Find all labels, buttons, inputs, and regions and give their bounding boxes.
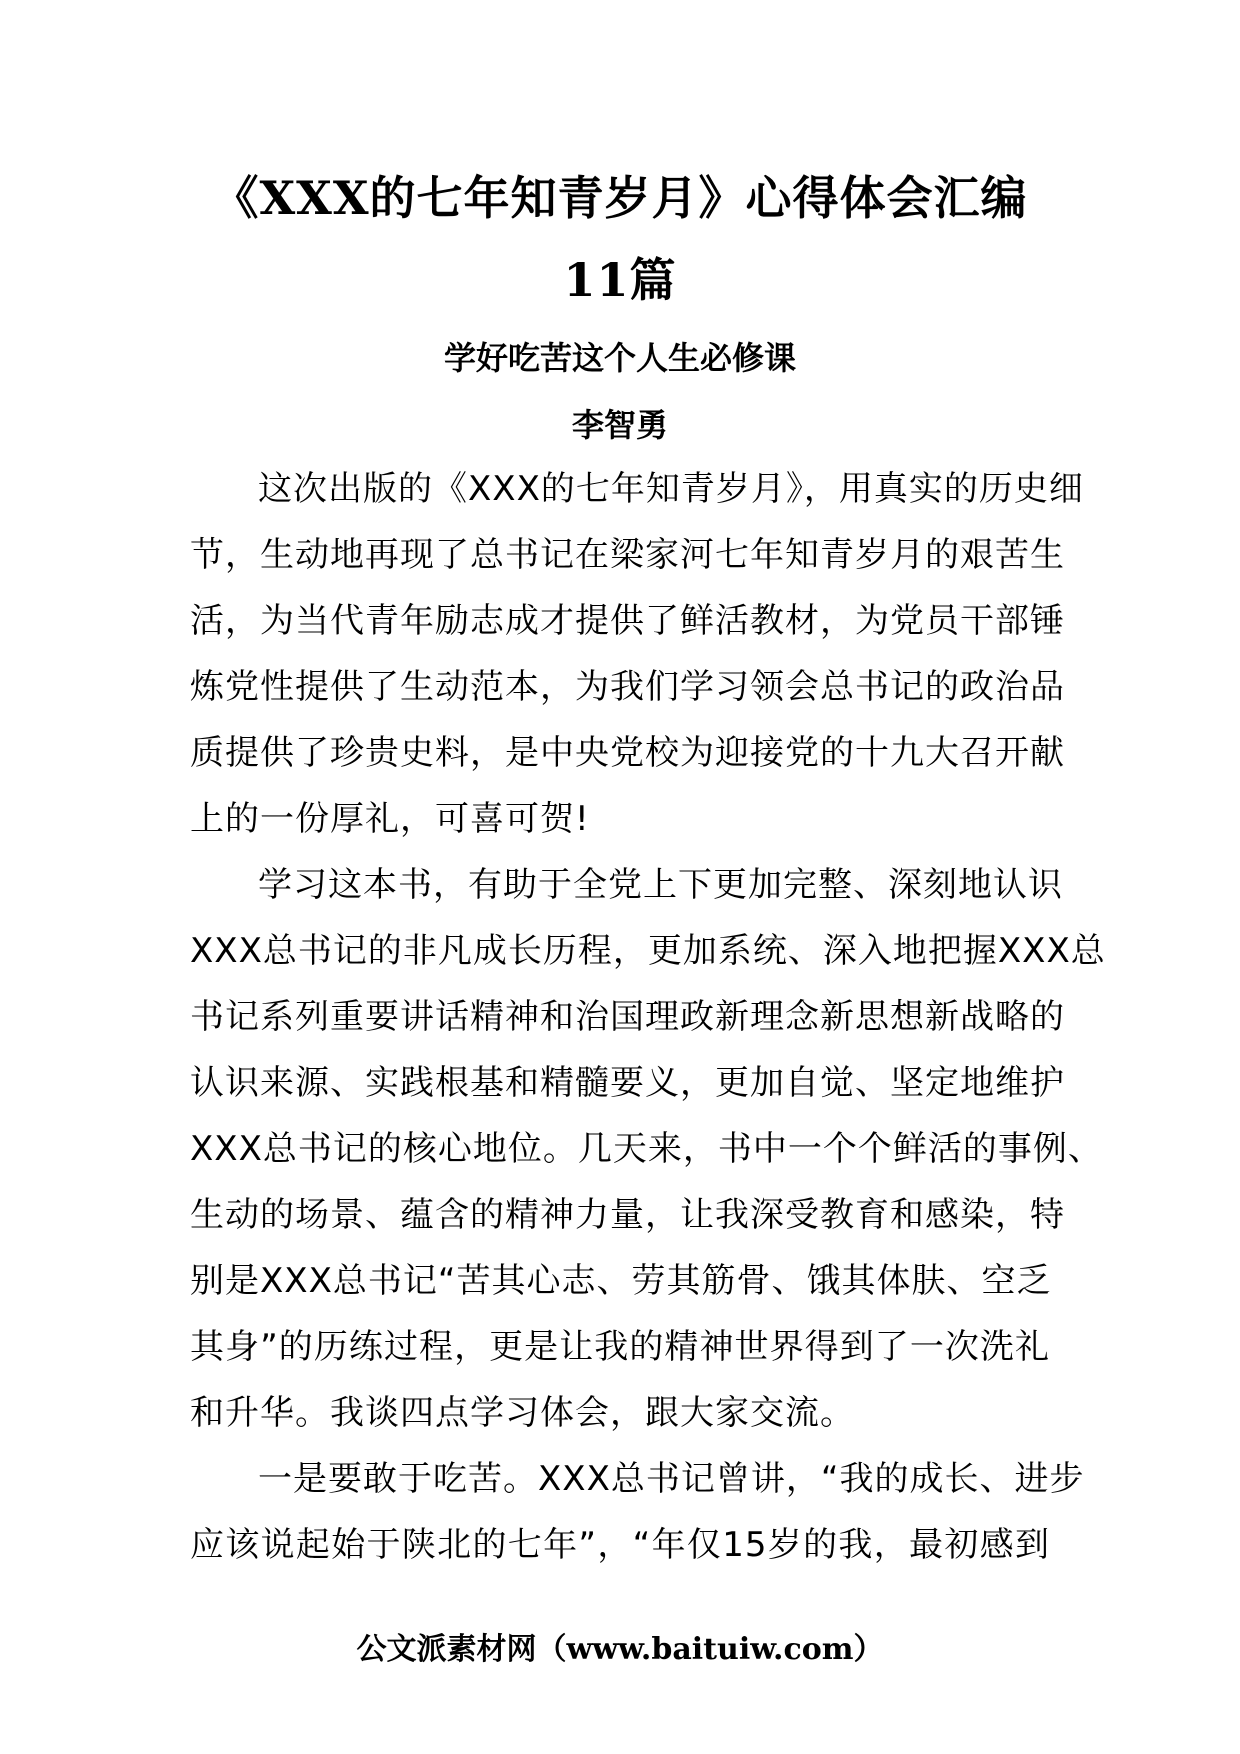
- body-line: 上的一份厚礼，可喜可贺!: [190, 799, 590, 839]
- body-line: 其身”的历练过程，更是让我的精神世界得到了一次洗礼: [190, 1327, 1050, 1367]
- body-line: 这次出版的《XXX的七年知青岁月》，用真实的历史细: [258, 469, 1084, 509]
- body-line: 质提供了珍贵史料，是中央党校为迎接党的十九大召开献: [190, 733, 1065, 773]
- document-title-line-2: 11篇: [563, 253, 677, 307]
- body-line: XXX总书记的核心地位。几天来，书中一个个鲜活的事例、: [190, 1129, 1103, 1169]
- document-title-line-1: 《XXX的七年知青岁月》心得体会汇编: [212, 171, 1028, 225]
- body-line: XXX总书记的非凡成长历程，更加系统、深入地把握XXX总: [190, 931, 1106, 971]
- page-footer: 公文派素材网（www.baituiw.com）: [356, 1632, 884, 1667]
- body-line: 节，生动地再现了总书记在梁家河七年知青岁月的艰苦生: [190, 535, 1065, 575]
- body-line: 认识来源、实践根基和精髓要义，更加自觉、坚定地维护: [190, 1063, 1065, 1103]
- body-line: 书记系列重要讲话精神和治国理政新理念新思想新战略的: [190, 997, 1065, 1037]
- body-line: 应该说起始于陕北的七年”，“年仅15岁的我，最初感到: [190, 1525, 1050, 1565]
- body-line: 炼党性提供了生动范本，为我们学习领会总书记的政治品: [190, 667, 1065, 707]
- article-body: [190, 456, 1106, 1578]
- body-line: 一是要敢于吃苦。XXX总书记曾讲，“我的成长、进步: [258, 1459, 1085, 1499]
- body-line: 和升华。我谈四点学习体会，跟大家交流。: [190, 1393, 855, 1433]
- article-author: 李智勇: [571, 406, 668, 444]
- article-heading: 学好吃苦这个人生必修课: [443, 339, 796, 377]
- body-line: 活，为当代青年励志成才提供了鲜活教材，为党员干部锤: [190, 601, 1065, 641]
- body-line: 别是XXX总书记“苦其心志、劳其筋骨、饿其体肤、空乏: [190, 1261, 1052, 1301]
- body-line: 学习这本书，有助于全党上下更加完整、深刻地认识: [258, 865, 1063, 905]
- body-line: 生动的场景、蕴含的精神力量，让我深受教育和感染，特: [190, 1195, 1065, 1235]
